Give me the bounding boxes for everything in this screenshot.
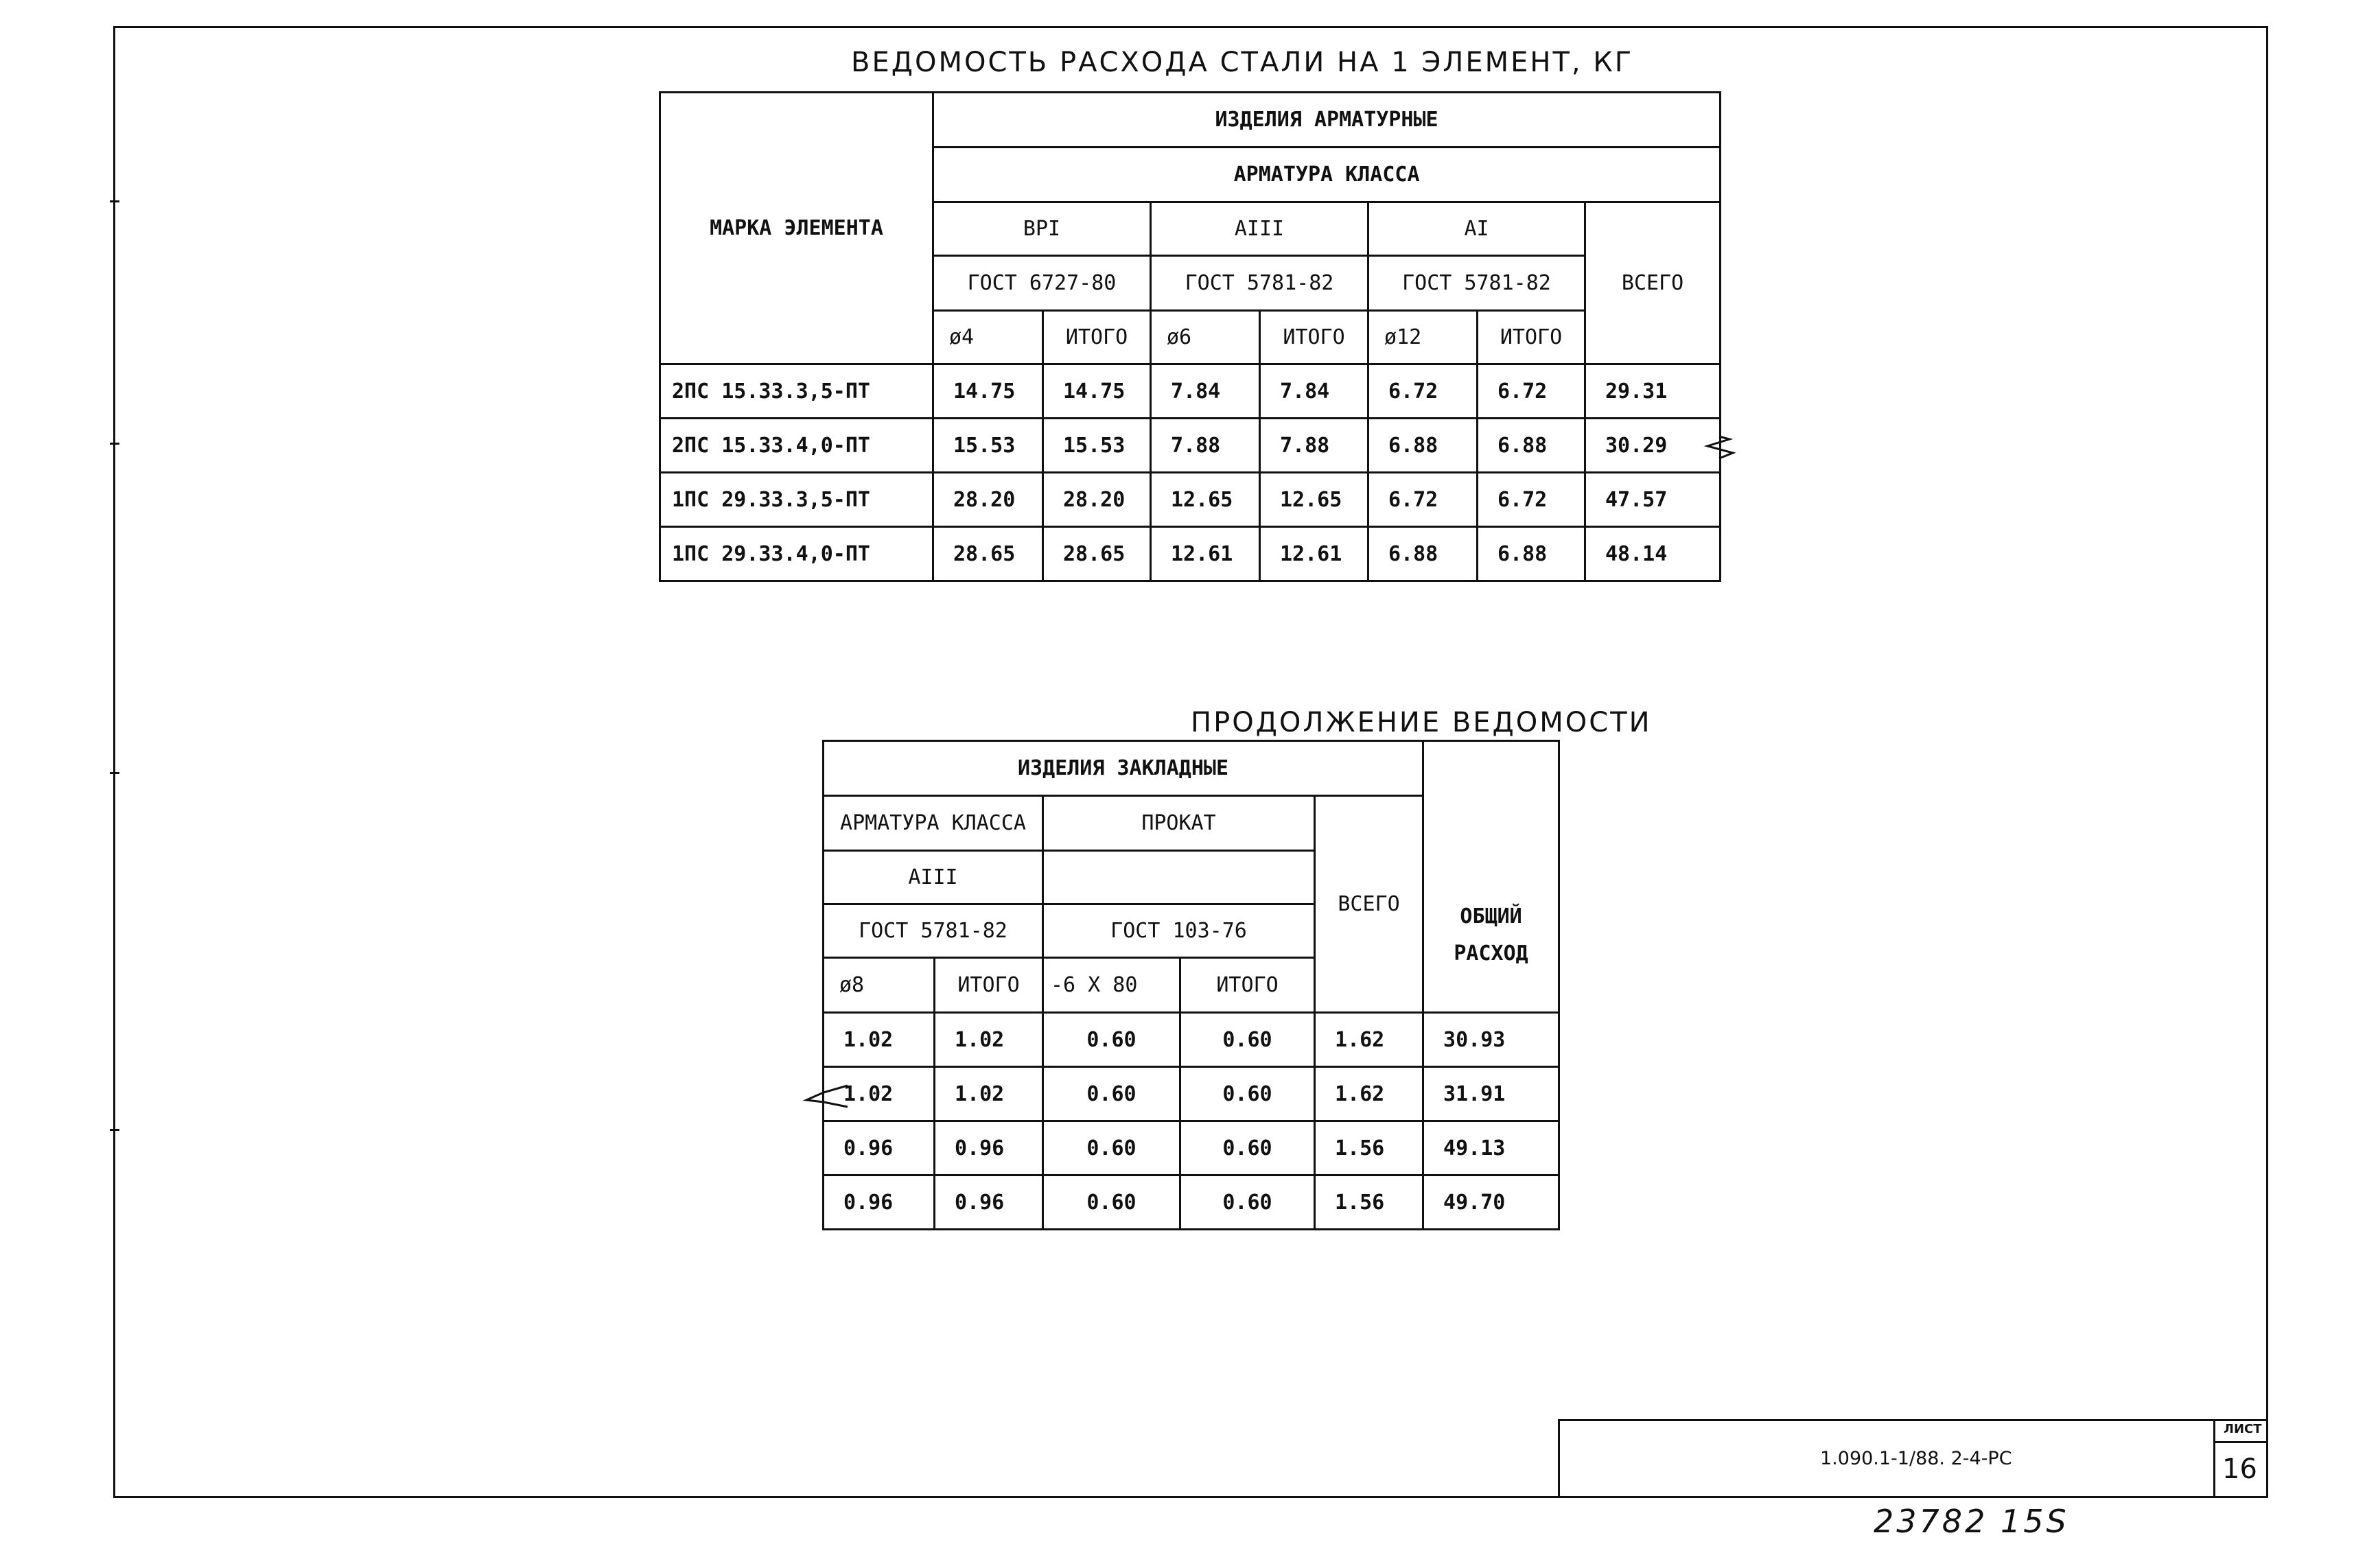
- cell-subtotal: 14.75: [1043, 364, 1151, 419]
- header-gost-ai: ГОСТ 5781-82: [1368, 256, 1585, 311]
- cell-d6: 7.84: [1151, 364, 1260, 419]
- cell-overall: 30.93: [1423, 1013, 1559, 1067]
- row-mark: 2ПС 15.33.3,5-ПТ: [660, 364, 933, 419]
- cell-d4: 15.53: [933, 419, 1043, 473]
- header-d4: ø4: [933, 311, 1043, 364]
- cell-d4: 28.20: [933, 473, 1043, 527]
- cell-d12: 6.72: [1368, 364, 1478, 419]
- header-products: ИЗДЕЛИЯ АРМАТУРНЫЕ: [933, 93, 1721, 148]
- cell-total: 48.14: [1585, 527, 1721, 581]
- header-class-aiii: AIII: [1151, 202, 1368, 256]
- header-gost-aiii: ГОСТ 5781-82: [1151, 256, 1368, 311]
- cell-subtotal: 0.60: [1180, 1013, 1315, 1067]
- header-overall-line2: РАСХОД: [1454, 941, 1528, 966]
- cell-subtotal: 7.88: [1260, 419, 1368, 473]
- cell-subtotal: 0.60: [1180, 1175, 1315, 1230]
- header-subtotal: ИТОГО: [935, 958, 1043, 1013]
- cell-d12: 6.88: [1368, 527, 1478, 581]
- cell-overall: 49.13: [1423, 1121, 1559, 1175]
- cell-subtotal: 7.84: [1260, 364, 1368, 419]
- cell-subtotal: 12.65: [1260, 473, 1368, 527]
- cell-subtotal: 28.65: [1043, 527, 1151, 581]
- cell-total: 1.62: [1315, 1067, 1423, 1121]
- cell-strip: 0.60: [1043, 1175, 1180, 1230]
- header-rebar-class: АРМАТУРА КЛАССА: [933, 148, 1721, 202]
- sheet-number: 16: [2222, 1453, 2257, 1485]
- row-mark: 1ПС 29.33.3,5-ПТ: [660, 473, 933, 527]
- cell-subtotal: 0.60: [1180, 1121, 1315, 1175]
- cell-d6: 12.65: [1151, 473, 1260, 527]
- header-d12: ø12: [1368, 311, 1478, 364]
- header-subtotal: ИТОГО: [1478, 311, 1585, 364]
- header-rolled: ПРОКАТ: [1043, 796, 1315, 851]
- header-gost-aiii: ГОСТ 5781-82: [824, 904, 1043, 958]
- cell-total: 1.56: [1315, 1121, 1423, 1175]
- header-subtotal: ИТОГО: [1260, 311, 1368, 364]
- cell-subtotal: 6.72: [1478, 473, 1585, 527]
- continuation-title: ПРОДОЛЖЕНИЕ ВЕДОМОСТИ: [1191, 707, 1652, 738]
- cell-strip: 0.60: [1043, 1121, 1180, 1175]
- cell-subtotal: 0.60: [1180, 1067, 1315, 1121]
- cell-total: 1.62: [1315, 1013, 1423, 1067]
- cell-d12: 6.88: [1368, 419, 1478, 473]
- cell-total: 29.31: [1585, 364, 1721, 419]
- cell-overall: 49.70: [1423, 1175, 1559, 1230]
- header-class-vpi: ВРI: [933, 202, 1151, 256]
- header-rebar-class: АРМАТУРА КЛАССА: [824, 796, 1043, 851]
- cell-subtotal: 1.02: [935, 1013, 1043, 1067]
- header-overall-line1: ОБЩИЙ: [1460, 904, 1522, 928]
- header-class-ai: AI: [1368, 202, 1585, 256]
- row-mark: 2ПС 15.33.4,0-ПТ: [660, 419, 933, 473]
- cell-subtotal: 0.96: [935, 1175, 1043, 1230]
- cell-d8: 0.96: [824, 1121, 935, 1175]
- header-embedded: ИЗДЕЛИЯ ЗАКЛАДНЫЕ: [824, 741, 1423, 796]
- header-total: ВСЕГО: [1585, 202, 1721, 364]
- cell-subtotal: 6.72: [1478, 364, 1585, 419]
- cell-subtotal: 12.61: [1260, 527, 1368, 581]
- cell-subtotal: 6.88: [1478, 527, 1585, 581]
- cell-d8: 1.02: [824, 1067, 935, 1121]
- break-mark-icon: [1707, 436, 1733, 458]
- sheet-label-divider: [2213, 1441, 2268, 1443]
- cell-overall: 31.91: [1423, 1067, 1559, 1121]
- cell-d4: 14.75: [933, 364, 1043, 419]
- header-gost-vpi: ГОСТ 6727-80: [933, 256, 1151, 311]
- header-d6: ø6: [1151, 311, 1260, 364]
- break-mark-icon: [806, 1086, 848, 1107]
- sheet-label: ЛИСТ: [2224, 1422, 2262, 1436]
- header-mark: МАРКА ЭЛЕМЕНТА: [660, 93, 933, 364]
- cell-subtotal: 15.53: [1043, 419, 1151, 473]
- main-table-title: ВЕДОМОСТЬ РАСХОДА СТАЛИ НА 1 ЭЛЕМЕНТ, КГ: [851, 47, 1634, 78]
- header-d8: ø8: [824, 958, 935, 1013]
- cell-d8: 0.96: [824, 1175, 935, 1230]
- row-mark: 1ПС 29.33.4,0-ПТ: [660, 527, 933, 581]
- cell-d4: 28.65: [933, 527, 1043, 581]
- cell-d6: 12.61: [1151, 527, 1260, 581]
- cell-total: 30.29: [1585, 419, 1721, 473]
- cell-subtotal: 1.02: [935, 1067, 1043, 1121]
- cell-strip: 0.60: [1043, 1067, 1180, 1121]
- header-strip: -6 X 80: [1043, 958, 1180, 1013]
- header-total: ВСЕГО: [1315, 796, 1423, 1013]
- header-class-aiii: AIII: [824, 851, 1043, 904]
- cell-strip: 0.60: [1043, 1013, 1180, 1067]
- header-subtotal: ИТОГО: [1043, 311, 1151, 364]
- cell-total: 47.57: [1585, 473, 1721, 527]
- header-subtotal: ИТОГО: [1180, 958, 1315, 1013]
- cell-subtotal: 0.96: [935, 1121, 1043, 1175]
- header-gost-rolled: ГОСТ 103-76: [1043, 904, 1315, 958]
- handwritten-inventory-number: 23782 15S: [1874, 1503, 2069, 1540]
- cell-subtotal: 28.20: [1043, 473, 1151, 527]
- cell-total: 1.56: [1315, 1175, 1423, 1230]
- cell-d6: 7.88: [1151, 419, 1260, 473]
- cell-d12: 6.72: [1368, 473, 1478, 527]
- cell-subtotal: 6.88: [1478, 419, 1585, 473]
- cell-d8: 1.02: [824, 1013, 935, 1067]
- document-code: 1.090.1-1/88. 2-4-РС: [1820, 1448, 2012, 1469]
